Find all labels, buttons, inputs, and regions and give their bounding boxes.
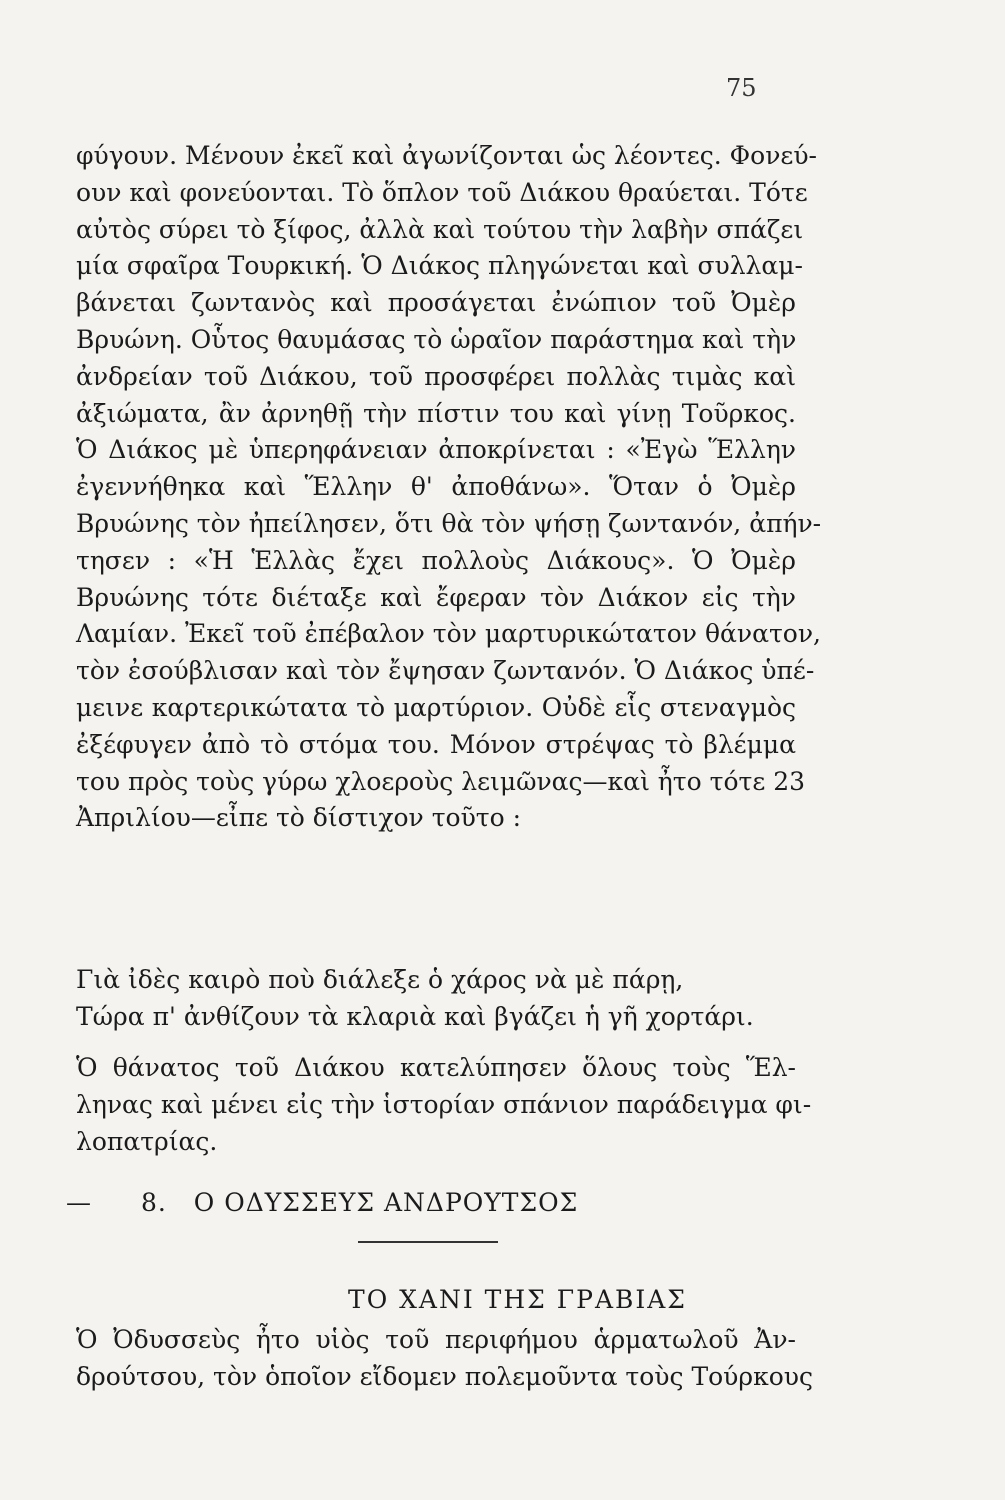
text-line: λοπατρίας. [76,1126,218,1156]
text-line: ληνας καὶ μένει εἰς τὴν ἱστορίαν σπάνιον παράδειγμα φι- [76,1089,812,1119]
heading-rule [358,1241,498,1243]
text-line: τησεν : «Ἡ Ἑλλὰς ἔχει πολλοὺς Διάκους». Ὁ Ὀμὲρ [76,545,796,575]
text-line: δρούτσου, τὸν ὁποῖον εἴδομεν πολεμοῦντα τοὺς Τούρκους [76,1361,813,1391]
text-line: Ὁ Διάκος μὲ ὑπερηφάνειαν ἀποκρίνεται : «Ἐγὼ Ἕλλην [76,435,796,465]
section-title: Ο ΟΔΥΣΣΕΥΣ ΑΝΔΡΟΥΤΣΟΣ [193,1188,579,1217]
section-dash: — [66,1188,92,1217]
paragraph-diakos-death [76,1050,812,1160]
section-number: 8. [140,1188,167,1217]
couplet [76,962,796,1036]
text-line: μεινε καρτερικώτατα τὸ μαρτύριον. Οὐδὲ εἷς στεναγμὸς [76,692,796,722]
text-line: τὸν ἐσούβλισαν καὶ τὸν ἔψησαν ζωντανόν. Ὁ Διάκος ὑπέ- [76,656,815,686]
text-line: ἐγεννήθηκα καὶ Ἕλλην θ' ἀποθάνω». Ὅταν ὁ Ὀμὲρ [76,472,796,502]
text-line: Ὁ θάνατος τοῦ Διάκου κατελύπησεν ὅλους τοὺς Ἕλ- [76,1053,796,1082]
paragraph-diakos-capture [76,138,822,837]
verse-line: Γιὰ ἰδὲς καιρὸ ποὺ διάλεξε ὁ χάρος νὰ μὲ πάρῃ, [76,965,684,994]
text-line: Ὁ Ὀδυσσεὺς ἦτο υἱὸς τοῦ περιφήμου ἁρματωλοῦ Ἀν- [76,1325,796,1354]
text-line: Βρυώνης τότε διέταξε καὶ ἔφεραν τὸν Διάκον εἰς τὴν [76,582,796,612]
text-line: ἀξιώματα, ἂν ἀρνηθῇ τὴν πίστιν του καὶ γίνῃ Τοῦρκος. [76,398,796,428]
text-line: Λαμίαν. Ἐκεῖ τοῦ ἐπέβαλον τὸν μαρτυρικώτατον θάνατον, [76,619,821,649]
text-line: Ἀπριλίου—εἶπε τὸ δίστιχον τοῦτο : [76,803,522,833]
text-line: μία σφαῖρα Τουρκική. Ὁ Διάκος πληγώνεται καὶ συλλαμ- [76,251,803,281]
text-line: φύγουν. Μένουν ἐκεῖ καὶ ἀγωνίζονται ὡς λέοντες. Φονεύ- [76,141,817,170]
paragraph-odysseus [76,1322,813,1396]
text-line: Βρυώνης τὸν ἠπείλησεν, ὅτι θὰ τὸν ψήσῃ ζωντανόν, ἀπήν- [76,508,822,538]
section-heading [66,1185,786,1221]
text-line: του πρὸς τοὺς γύρω χλοεροὺς λειμῶνας—καὶ ἦτο τότε 23 [76,766,806,796]
section-subtitle: ΤΟ ΧΑΝΙ ΤΗΣ ΓΡΑΒΙΑΣ [348,1285,687,1314]
text-line: ἐξέφυγεν ἀπὸ τὸ στόμα του. Μόνον στρέψας τὸ βλέμμα [76,729,796,759]
text-line: αὐτὸς σύρει τὸ ξίφος, ἀλλὰ καὶ τούτου τὴν λαβὴν σπάζει [76,214,804,244]
text-line: βάνεται ζωντανὸς καὶ προσάγεται ἐνώπιον τοῦ Ὀμὲρ [76,288,796,318]
page-number: 75 [726,74,757,102]
text-line: Βρυώνη. Οὗτος θαυμάσας τὸ ὡραῖον παράστημα καὶ τὴν [76,324,797,354]
text-line: ἀνδρείαν τοῦ Διάκου, τοῦ προσφέρει πολλὰς τιμὰς καὶ [76,361,796,391]
text-line: ουν καὶ φονεύονται. Τὸ ὅπλον τοῦ Διάκου θραύεται. Τότε [76,177,808,207]
verse-line: Τώρα π' ἀνθίζουν τὰ κλαριὰ καὶ βγάζει ἡ γῆ χορτάρι. [76,1001,754,1031]
